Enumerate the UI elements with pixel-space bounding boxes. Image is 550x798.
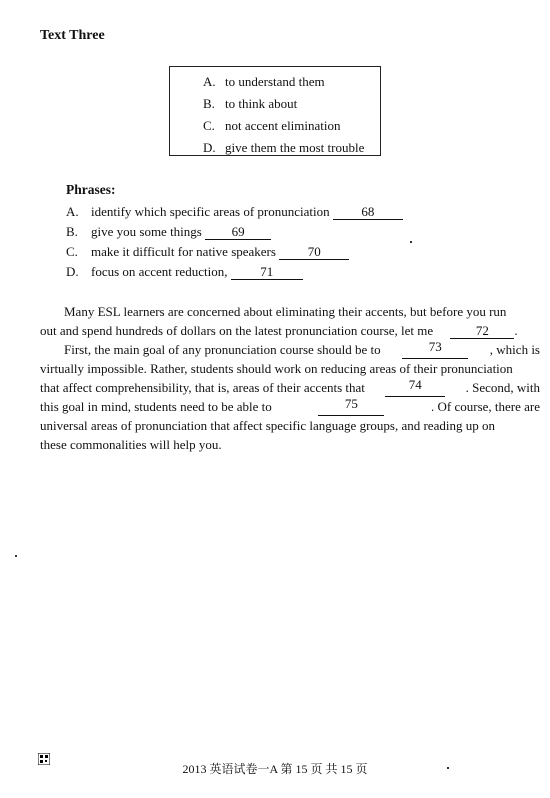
phrase-a [66, 202, 403, 222]
passage-text: First, the main goal of any pronunciation course should be to [64, 342, 381, 357]
answer-blank-72[interactable]: 72 [450, 324, 514, 339]
option-text: to understand them [225, 74, 325, 89]
phrase-text: make it difficult for native speakers [91, 244, 276, 259]
scan-speck [410, 241, 412, 243]
passage-text: , which is [489, 342, 540, 357]
passage-text: this goal in mind, students need to be able to [40, 399, 272, 414]
phrase-letter: B. [66, 224, 78, 239]
passage-line: universal areas of pronunciation that affect specific language groups, and reading up on [40, 418, 495, 433]
option-a [203, 71, 380, 93]
passage-line: virtually impossible. Rather, students should work on reducing areas of their pronunciation [40, 361, 513, 376]
passage-text: that affect comprehensibility, that is, areas of their accents that [40, 380, 365, 395]
option-c [203, 115, 380, 137]
option-letter: D. [203, 140, 216, 155]
option-letter: B. [203, 96, 215, 111]
option-d [203, 137, 380, 159]
answer-blank-73[interactable]: 73 [402, 340, 468, 359]
phrase-letter: A. [66, 204, 79, 219]
passage-line: Many ESL learners are concerned about eliminating their accents, but before you run [64, 304, 507, 319]
option-letter: C. [203, 118, 215, 133]
answer-blank-71[interactable]: 71 [231, 265, 303, 280]
scan-speck [15, 555, 17, 557]
page-footer: 2013 英语试卷一A 第 15 页 共 15 页 [182, 762, 368, 776]
phrase-d [66, 262, 403, 282]
answer-blank-74[interactable]: 74 [385, 378, 445, 397]
option-b [203, 93, 380, 115]
phrase-text: give you some things [91, 224, 202, 239]
passage-text: out and spend hundreds of dollars on the latest pronunciation course, let me [40, 323, 434, 338]
phrases-title: Phrases: [66, 182, 116, 197]
passage-line [40, 378, 540, 397]
answer-blank-70[interactable]: 70 [279, 245, 349, 260]
answer-blank-75[interactable]: 75 [318, 397, 384, 416]
phrase-list [66, 202, 403, 282]
passage-line: out and spend hundreds of dollars on the latest pronunciation course, let me 72 . [40, 323, 518, 338]
passage-line [40, 397, 540, 416]
phrase-b [66, 222, 403, 242]
passage-line: these commonalities will help you. [40, 437, 222, 452]
phrase-c [66, 242, 403, 262]
option-text: to think about [225, 96, 298, 111]
answer-blank-68[interactable]: 68 [333, 205, 403, 220]
phrase-text: focus on accent reduction, [91, 264, 228, 279]
section-heading: Text Three [40, 28, 105, 43]
answer-blank-69[interactable]: 69 [205, 225, 271, 240]
option-text: not accent elimination [225, 118, 341, 133]
options-box [169, 66, 381, 156]
scan-speck [447, 767, 449, 769]
phrase-text: identify which specific areas of pronunciation [91, 204, 330, 219]
option-text: give them the most trouble [225, 140, 365, 155]
passage-text: . Second, with [465, 380, 540, 395]
option-letter: A. [203, 74, 216, 89]
passage-line [40, 340, 540, 359]
phrase-letter: D. [66, 264, 79, 279]
passage-text: . Of course, there are [431, 399, 540, 414]
passage [40, 302, 540, 454]
phrase-letter: C. [66, 244, 78, 259]
